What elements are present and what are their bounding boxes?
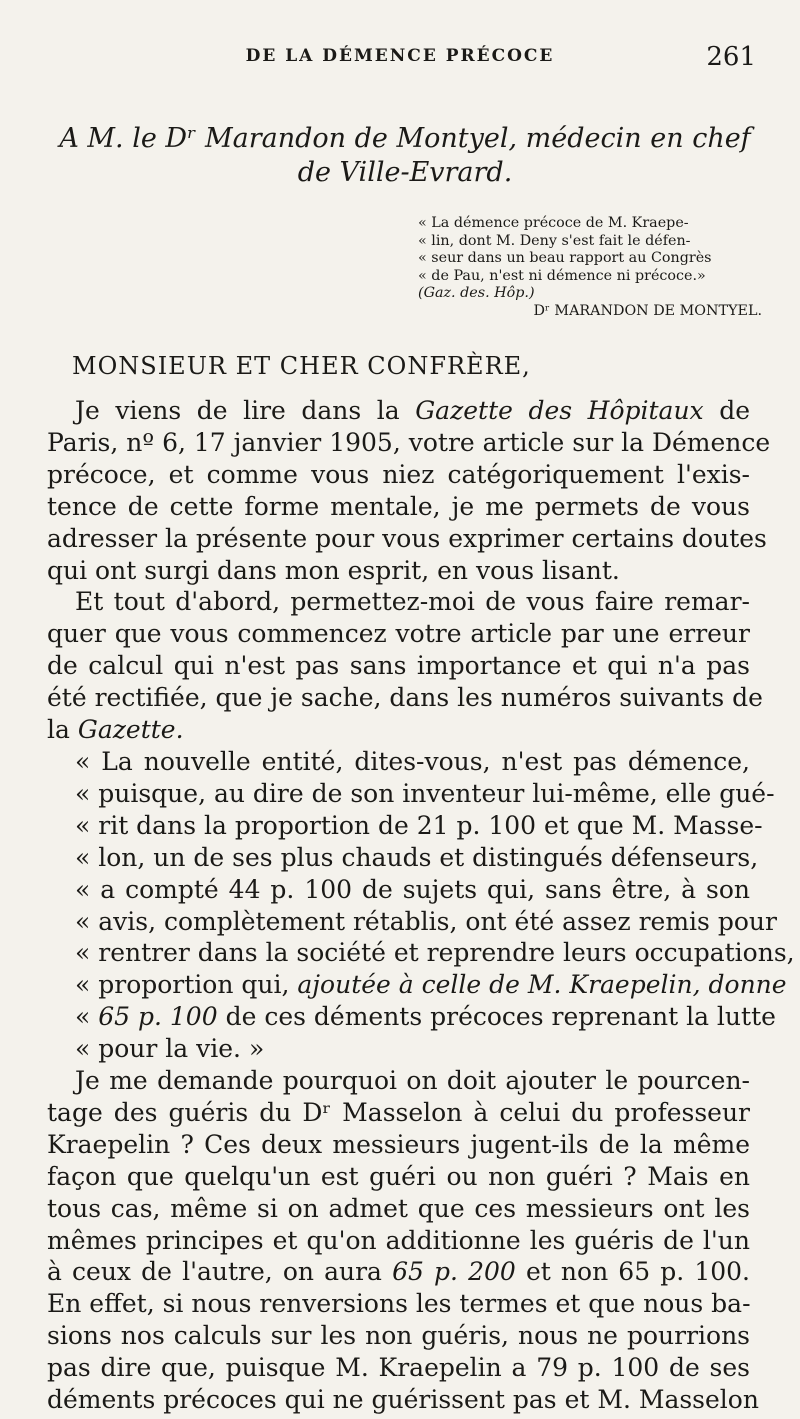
text-line: façon que quelqu'un est guéri ou non guéri ? Mais en (47, 1161, 750, 1191)
text-line: quer que vous commencez votre article par une erreur (47, 619, 750, 649)
address-line-2: de Ville-Evrard. (297, 157, 513, 188)
text-line: « lon, un de ses plus chauds et distingués défenseurs, (75, 842, 759, 872)
running-head (0, 44, 800, 74)
running-title: DE LA DÉMENCE PRÉCOCE (245, 46, 555, 66)
text-line: « pour la vie. » (75, 1034, 265, 1064)
text-line: En effet, si nous renversions les termes et que nous ba- (47, 1289, 751, 1319)
text-line: tence de cette forme mentale, je me permets de vous (47, 491, 750, 521)
text-line: mêmes principes et qu'on additionne les guéris de l'un (47, 1225, 750, 1255)
letter-address (40, 122, 770, 190)
text-line: « rentrer dans la société et reprendre leurs occupations, (75, 938, 795, 968)
epigraph-line: « La démence précoce de M. Kraepe- (418, 215, 689, 231)
text-line: Je viens de lire dans la Gazette des Hôpitaux de (75, 396, 750, 425)
text-line: « rit dans la proportion de 21 p. 100 et que M. Masse- (75, 810, 763, 840)
epigraph-source: (Gaz. des. Hôp.) (418, 285, 535, 302)
text-line: Kraepelin ? Ces deux messieurs jugent-ils de la même (47, 1129, 750, 1159)
text-line: qui ont surgi dans mon esprit, en vous lisant. (47, 555, 620, 585)
text-line: « a compté 44 p. 100 de sujets qui, sans être, à son (75, 874, 750, 904)
text-line: « 65 p. 100 de ces déments précoces reprenant la lutte (75, 1002, 776, 1032)
text-line: de calcul qui n'est pas sans importance et qui n'a pas (47, 651, 750, 681)
text-line: pas dire que, puisque M. Kraepelin a 79 p. 100 de ses (47, 1353, 750, 1383)
text-line: adresser la présente pour vous exprimer certains doutes (47, 523, 767, 553)
page-number: 261 (706, 42, 756, 72)
text-line: « proportion qui, ajoutée à celle de M. Kraepelin, donne (75, 970, 787, 1000)
text-line: Je me demande pourquoi on doit ajouter le pourcen- (75, 1066, 750, 1096)
text-line: « La nouvelle entité, dites-vous, n'est pas démence, (75, 746, 750, 776)
text-line: « puisque, au dire de son inventeur lui-même, elle gué- (75, 778, 775, 808)
text-line: la Gazette. (47, 715, 184, 745)
epigraph-line: « de Pau, n'est ni démence ni précoce.» (418, 267, 706, 284)
text-line: été rectifiée, que je sache, dans les numéros suivants de (47, 683, 763, 713)
letter-body (47, 395, 795, 1416)
salutation: MONSIEUR ET CHER CONFRÈRE, (72, 352, 531, 380)
text-line: déments précoces qui ne guérissent pas et M. Masselon (47, 1385, 759, 1415)
epigraph-line: « lin, dont M. Deny s'est fait le défen- (418, 232, 691, 249)
address-line-1: A M. le Dʳ Marandon de Montyel, médecin en chef (59, 123, 751, 154)
epigraph-signature: Dʳ MARANDON DE MONTYEL. (533, 302, 762, 319)
text-line: à ceux de l'autre, on aura 65 p. 200 et non 65 p. 100. (47, 1257, 750, 1287)
text-line: « avis, complètement rétablis, ont été assez remis pour (75, 906, 777, 936)
epigraph-quote (418, 215, 770, 321)
epigraph-line: « seur dans un beau rapport au Congrès (418, 250, 712, 267)
text-line: sions nos calculs sur les non guéris, nous ne pourrions (47, 1321, 750, 1351)
text-line: précoce, et comme vous niez catégoriquement l'exis- (47, 459, 750, 489)
text-line: Et tout d'abord, permettez-moi de vous faire remar- (75, 587, 750, 617)
text-line: Paris, nº 6, 17 janvier 1905, votre article sur la Démence (47, 427, 771, 457)
text-line: tous cas, même si on admet que ces messieurs ont les (47, 1193, 750, 1223)
text-line: tage des guéris du Dʳ Masselon à celui du professeur (47, 1097, 750, 1127)
